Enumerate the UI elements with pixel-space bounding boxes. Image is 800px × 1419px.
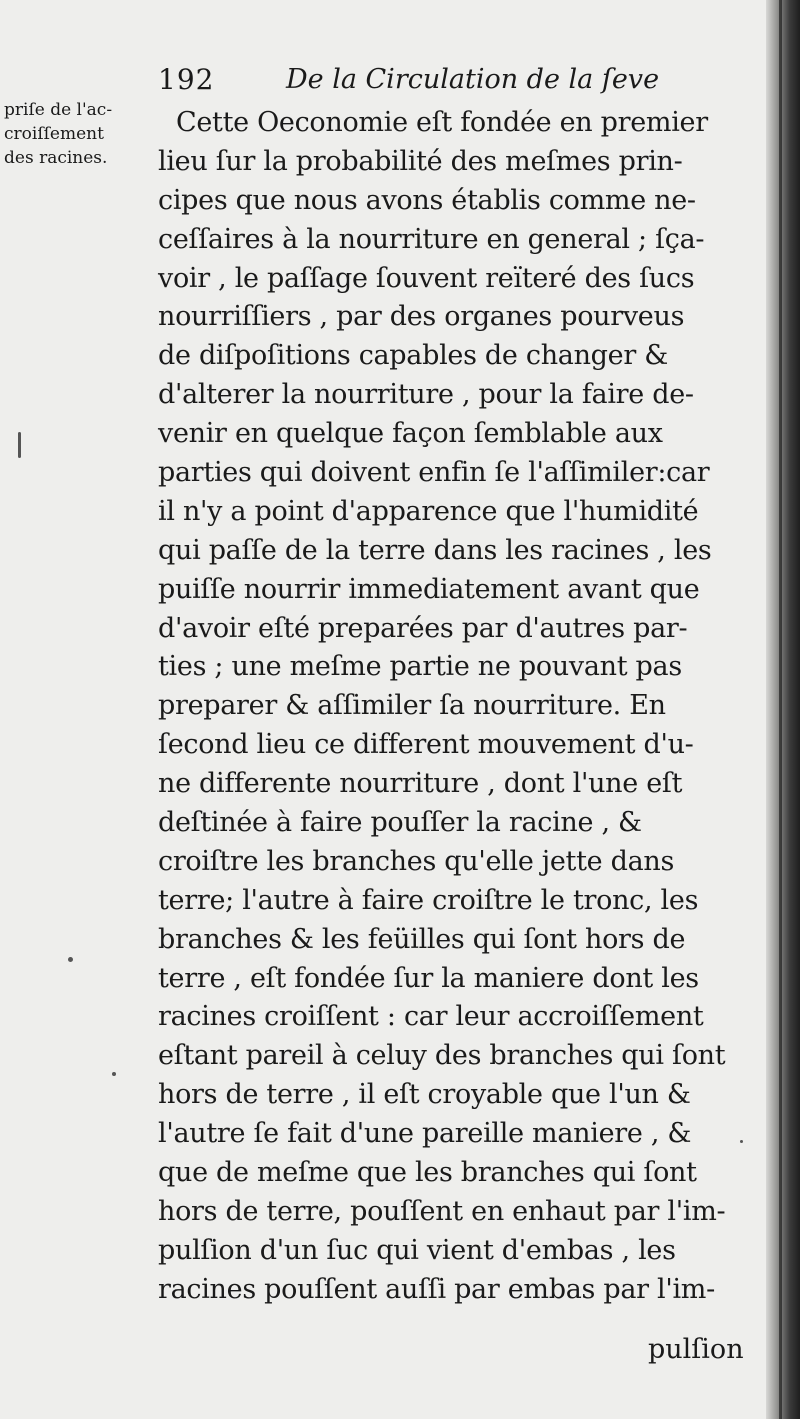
ink-speck: [112, 1072, 116, 1076]
text-line: ſecond lieu ce different mouvement d'u-: [158, 729, 694, 761]
text-line: nourriſſiers , par des organes pourveus: [158, 301, 685, 333]
text-line: ne differente nourriture , dont l'une eſt: [158, 768, 683, 800]
ink-speck: [68, 957, 73, 962]
text-line: branches & les feüilles qui ſont hors de: [158, 923, 686, 955]
page-number: 192: [158, 63, 215, 96]
catchword: pulſion: [648, 1334, 744, 1365]
text-line: parties qui doivent enfin ſe l'aſſimiler:car: [158, 457, 710, 489]
running-title: De la Circulation de la ſeve: [286, 64, 660, 95]
binding-gutter: [766, 0, 800, 1419]
text-line: croiſtre les branches qu'elle jette dans: [158, 845, 675, 877]
text-line: l'autre ſe fait d'une pareille maniere , &: [158, 1118, 692, 1150]
text-line: qui paſſe de la terre dans les racines , les: [158, 534, 712, 566]
text-line: deſtinée à faire pouſſer la racine , &: [158, 807, 642, 839]
margin-note-line: des racines.: [4, 148, 108, 168]
ink-speck: [740, 1140, 743, 1143]
text-line: de diſpoſitions capables de changer &: [158, 340, 668, 372]
text-line: venir en quelque façon ſemblable aux: [158, 418, 663, 450]
binding-edge: [779, 0, 782, 1419]
margin-note-line: priſe de l'ac-: [4, 100, 113, 120]
text-line: terre , eſt fondée ſur la maniere dont les: [158, 962, 699, 994]
text-line: d'alterer la nourriture , pour la faire de-: [158, 379, 694, 411]
text-line: terre; l'autre à faire croiſtre le tronc, les: [158, 884, 699, 916]
text-line: Cette Oeconomie eſt fondée en premier: [176, 107, 708, 138]
text-line: d'avoir eſté preparées par d'autres par-: [158, 612, 688, 644]
text-line: cipes que nous avons établis comme ne-: [158, 184, 696, 216]
text-line: puiſſe nourrir immediatement avant que: [158, 573, 700, 605]
text-line: eſtant pareil à celuy des branches qui ſont: [158, 1040, 726, 1072]
text-line: hors de terre, pouſſent en enhaut par l'im-: [158, 1195, 726, 1227]
running-head: [158, 58, 678, 102]
text-line: racines croiſſent : car leur accroiſſement: [158, 1001, 704, 1033]
margin-note: [4, 98, 154, 170]
body-text: [158, 104, 758, 1310]
text-line: il n'y a point d'apparence que l'humidité: [158, 495, 699, 527]
text-line: ties ; une meſme partie ne pouvant pas: [158, 651, 682, 683]
text-line: preparer & aſſimiler ſa nourriture. En: [158, 690, 666, 722]
text-line: hors de terre , il eſt croyable que l'un &: [158, 1079, 691, 1111]
text-line: ceſſaires à la nourriture en general ; ſça-: [158, 223, 705, 255]
ink-speck: [18, 432, 21, 458]
text-line: pulſion d'un ſuc qui vient d'embas , les: [158, 1234, 676, 1266]
text-line: que de meſme que les branches qui ſont: [158, 1157, 697, 1189]
text-line: voir , le paſſage ſouvent reïteré des ſucs: [158, 262, 695, 294]
margin-note-line: croiſſement: [4, 124, 104, 144]
text-line: lieu ſur la probabilité des meſmes prin-: [158, 145, 683, 177]
text-line: racines pouſſent auſſi par embas par l'im-: [158, 1273, 715, 1305]
